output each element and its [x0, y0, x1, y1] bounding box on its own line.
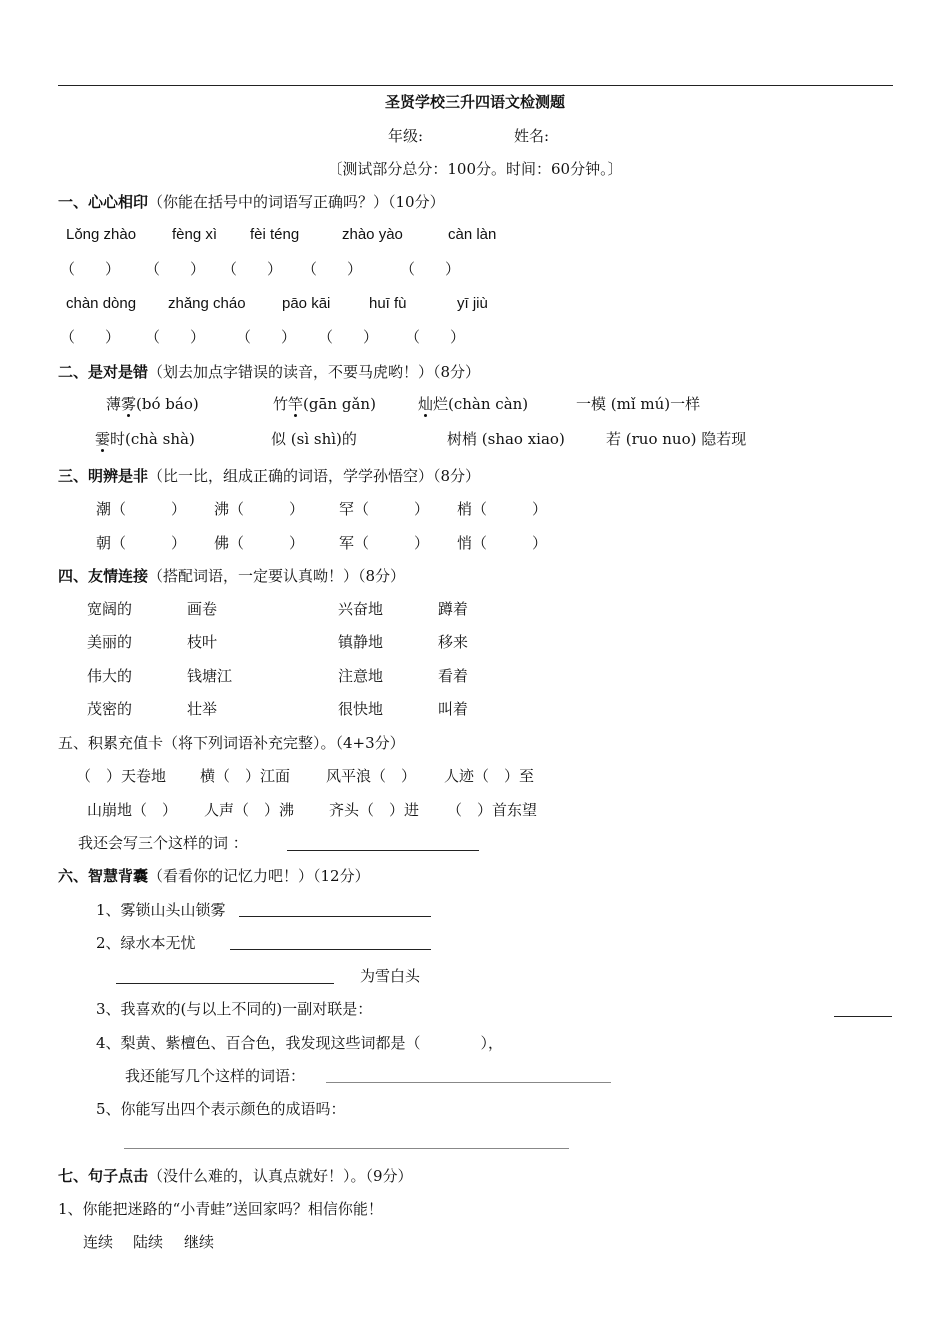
pinyin-10: yī jiù — [457, 295, 488, 312]
exam-info: 〔测试部分总分：100分。时间：60分钟。〕 — [327, 160, 623, 178]
word-option[interactable]: 连续 — [83, 1233, 114, 1251]
answer-blank-3[interactable]: （ ） — [222, 260, 283, 278]
grade-label: 年级: — [388, 127, 424, 145]
idiom-blank[interactable]: 人声（ ）沸 — [204, 801, 295, 819]
word-option[interactable]: 陆续 — [133, 1233, 164, 1251]
section-3-heading — [58, 466, 480, 486]
match-word[interactable]: 宽阔的 — [87, 600, 133, 618]
answer-line[interactable] — [326, 1082, 611, 1083]
word-option[interactable]: 继续 — [184, 1233, 215, 1251]
section-6-heading — [58, 866, 370, 886]
pinyin-7: zhǎng cháo — [168, 295, 246, 312]
match-word[interactable]: 镇静地 — [338, 633, 384, 651]
answer-blank-4[interactable]: （ ） — [302, 260, 363, 278]
match-word[interactable]: 茂密的 — [87, 700, 133, 718]
char-blank[interactable]: 悄（ ） — [457, 534, 548, 552]
section-1-title: 一、心心相印 — [58, 193, 149, 211]
question-6-2b: 为雪白头 — [360, 967, 421, 985]
question-6-3: 3、我喜欢的(与以上不同的)一副对联是： — [96, 1000, 373, 1018]
answer-blank-8[interactable]: （ ） — [236, 328, 297, 346]
char-blank[interactable]: 罕（ ） — [339, 500, 430, 518]
question-6-4b: 我还能写几个这样的词语： — [125, 1067, 306, 1085]
section-7-note: （没什么难的，认真点就好！）。（9分） — [148, 1167, 413, 1185]
pinyin-9: huī fù — [369, 295, 407, 312]
extra-words-label: 我还会写三个这样的词 ： — [78, 834, 248, 852]
section-7-title: 七、句子点击 — [58, 1167, 149, 1185]
match-word[interactable]: 画卷 — [187, 600, 218, 618]
word-item: 竹竿(gān gǎn) — [273, 395, 376, 413]
section-2-note: （划去加点字错误的读音，不要马虎哟！）（8分） — [148, 363, 481, 381]
section-6-note: （看看你的记忆力吧！）（12分） — [148, 867, 370, 885]
word-item: 薄雾(bó báo) — [106, 395, 199, 413]
pinyin-8: pāo kāi — [282, 295, 331, 312]
answer-blank-6[interactable]: （ ） — [60, 328, 121, 346]
char-blank[interactable]: 沸（ ） — [214, 500, 305, 518]
pinyin-2: fèng xì — [172, 226, 218, 243]
question-6-5: 5、你能写出四个表示颜色的成语吗： — [96, 1100, 346, 1118]
match-word[interactable]: 注意地 — [338, 667, 384, 685]
question-7-1: 1、你能把迷路的“小青蛙”送回家吗？相信你能！ — [58, 1200, 383, 1218]
idiom-blank[interactable]: 齐头（ ）进 — [329, 801, 420, 819]
word-item: 霎时(chà shà) — [95, 430, 195, 448]
section-1-heading — [58, 192, 445, 212]
word-item: 似 (sì shì)的 — [271, 430, 357, 448]
pinyin-6: chàn dòng — [66, 295, 137, 312]
word-item: 灿烂(chàn càn) — [418, 395, 529, 413]
name-label: 姓名: — [514, 127, 550, 145]
answer-line[interactable] — [287, 850, 479, 851]
match-word[interactable]: 美丽的 — [87, 633, 133, 651]
char-blank[interactable]: 潮（ ） — [96, 500, 187, 518]
section-1-note: （你能在括号中的词语写正确吗？）（10分） — [148, 193, 445, 211]
idiom-blank[interactable]: （ ）首东望 — [447, 801, 538, 819]
section-5-heading: 五、积累充值卡（将下列词语补充完整）。（4+3分） — [58, 734, 405, 752]
match-word[interactable]: 兴奋地 — [338, 600, 384, 618]
section-3-note: （比一比，组成正确的词语，学学孙悟空）（8分） — [148, 467, 481, 485]
question-6-1: 1、雾锁山头山锁雾 — [96, 901, 226, 919]
match-word[interactable]: 钱塘江 — [187, 667, 233, 685]
answer-line[interactable] — [124, 1148, 569, 1149]
match-word[interactable]: 壮举 — [187, 700, 218, 718]
answer-blank-9[interactable]: （ ） — [318, 328, 379, 346]
match-word[interactable]: 伟大的 — [87, 667, 133, 685]
answer-blank-1[interactable]: （ ） — [60, 260, 121, 278]
idiom-blank[interactable]: （ ）天卷地 — [76, 767, 167, 785]
match-word[interactable]: 叫着 — [438, 700, 469, 718]
char-blank[interactable]: 朝（ ） — [96, 534, 187, 552]
question-6-2: 2、绿水本无忧 — [96, 934, 196, 952]
idiom-blank[interactable]: 风平浪（ ） — [326, 767, 417, 785]
word-item: 树梢 (shao xiao) — [447, 430, 565, 448]
answer-blank-2[interactable]: （ ） — [145, 260, 206, 278]
section-4-note: （搭配词语，一定要认真呦！）（8分） — [148, 567, 406, 585]
pinyin-3: fèi téng — [250, 226, 300, 243]
answer-line[interactable] — [230, 949, 431, 950]
top-rule — [58, 85, 893, 86]
answer-line[interactable] — [116, 983, 334, 984]
page-title: 圣贤学校三升四语文检测题 — [384, 93, 565, 111]
section-4-title: 四、友情连接 — [58, 567, 149, 585]
match-word[interactable]: 很快地 — [338, 700, 384, 718]
idiom-blank[interactable]: 山崩地（ ） — [87, 801, 178, 819]
answer-blank-7[interactable]: （ ） — [145, 328, 206, 346]
section-4-heading — [58, 566, 405, 586]
pinyin-1: Lǒng zhào — [66, 226, 137, 243]
match-word[interactable]: 看着 — [438, 667, 469, 685]
word-item: 若 (ruo nuo) 隐若现 — [606, 430, 747, 448]
match-word[interactable]: 移来 — [438, 633, 469, 651]
char-blank[interactable]: 梢（ ） — [457, 500, 548, 518]
section-2-title: 二、是对是错 — [58, 363, 149, 381]
match-word[interactable]: 蹲着 — [438, 600, 469, 618]
section-6-title: 六、智慧背囊 — [58, 867, 149, 885]
idiom-blank[interactable]: 人迹（ ）至 — [444, 767, 535, 785]
char-blank[interactable]: 军（ ） — [339, 534, 430, 552]
char-blank[interactable]: 佛（ ） — [214, 534, 305, 552]
section-7-heading — [58, 1166, 413, 1186]
section-3-title: 三、明辨是非 — [58, 467, 149, 485]
idiom-blank[interactable]: 横（ ）江面 — [200, 767, 291, 785]
pinyin-4: zhào yào — [342, 226, 403, 243]
match-word[interactable]: 枝叶 — [187, 633, 218, 651]
pinyin-5: càn làn — [448, 226, 497, 243]
answer-blank-5[interactable]: （ ） — [400, 260, 461, 278]
answer-line[interactable] — [239, 916, 431, 917]
word-item: 一模 (mǐ mú)一样 — [576, 395, 701, 413]
question-6-4: 4、梨黄、紫檀色、百合色，我发现这些词都是（ ）， — [96, 1034, 504, 1052]
answer-line[interactable] — [834, 1016, 892, 1017]
answer-blank-10[interactable]: （ ） — [405, 328, 466, 346]
section-2-heading — [58, 362, 480, 382]
